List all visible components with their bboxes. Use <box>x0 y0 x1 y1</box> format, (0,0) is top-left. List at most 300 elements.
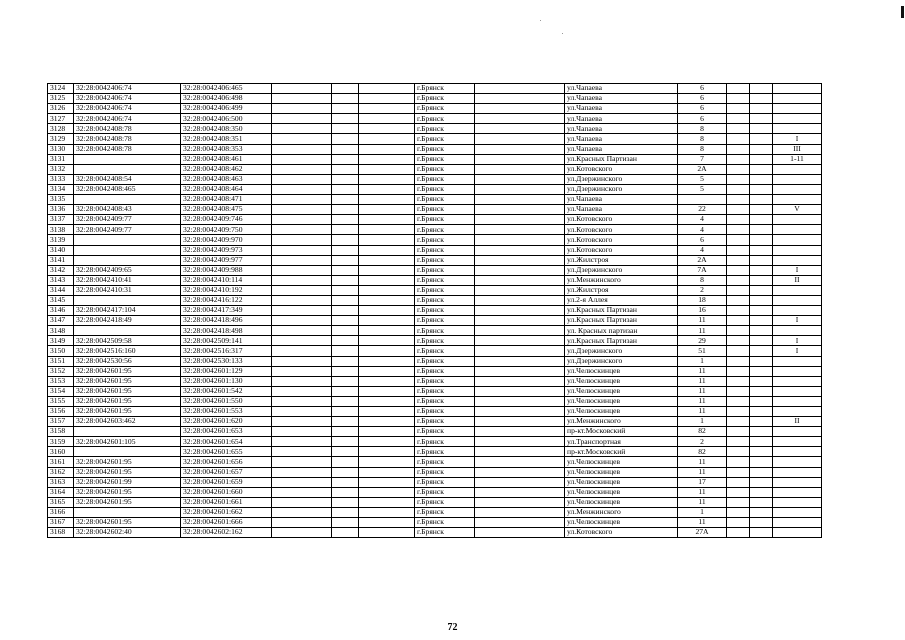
house-number-cell: 7А <box>678 265 727 275</box>
premises-number-cell <box>773 245 822 255</box>
house-number-cell: 5 <box>678 184 727 194</box>
object-cadastral-number-cell: 32:28:0042408:353 <box>181 144 272 154</box>
empty-cell <box>475 265 565 275</box>
object-cadastral-number-cell: 32:28:0042601:657 <box>181 467 272 477</box>
row-number-cell: 3160 <box>48 447 74 457</box>
empty-cell <box>272 366 332 376</box>
empty-cell <box>359 235 415 245</box>
empty-cell <box>750 114 773 124</box>
row-number-cell: 3168 <box>48 528 74 538</box>
empty-cell <box>475 225 565 235</box>
empty-cell <box>750 528 773 538</box>
object-cadastral-number-cell: 32:28:0042408:461 <box>181 154 272 164</box>
premises-number-cell <box>773 356 822 366</box>
street-cell: пр-кт.Московский <box>565 427 678 437</box>
row-number-cell: 3161 <box>48 457 74 467</box>
empty-cell <box>332 265 359 275</box>
house-number-cell: 17 <box>678 477 727 487</box>
row-number-cell: 3153 <box>48 376 74 386</box>
house-number-cell: 4 <box>678 225 727 235</box>
empty-cell <box>332 114 359 124</box>
empty-cell <box>750 134 773 144</box>
object-cadastral-number-cell: 32:28:0042410:114 <box>181 275 272 285</box>
table-row <box>48 104 822 114</box>
empty-cell <box>727 356 750 366</box>
parcel-cadastral-number-cell <box>74 326 181 336</box>
city-cell: г.Брянск <box>415 94 475 104</box>
empty-cell <box>750 497 773 507</box>
table-row <box>48 195 822 205</box>
row-number-cell: 3166 <box>48 507 74 517</box>
row-number-cell: 3164 <box>48 487 74 497</box>
parcel-cadastral-number-cell: 32:28:0042601:95 <box>74 467 181 477</box>
house-number-cell: 8 <box>678 144 727 154</box>
city-cell: г.Брянск <box>415 507 475 517</box>
empty-cell <box>475 457 565 467</box>
empty-cell <box>272 285 332 295</box>
city-cell: г.Брянск <box>415 467 475 477</box>
parcel-cadastral-number-cell: 32:28:0042408:54 <box>74 174 181 184</box>
premises-number-cell <box>773 427 822 437</box>
table-row <box>48 215 822 225</box>
empty-cell <box>727 184 750 194</box>
premises-number-cell: I <box>773 134 822 144</box>
empty-cell <box>359 316 415 326</box>
house-number-cell: 5 <box>678 174 727 184</box>
house-number-cell: 11 <box>678 316 727 326</box>
row-number-cell: 3128 <box>48 124 74 134</box>
city-cell: г.Брянск <box>415 326 475 336</box>
scan-speck <box>540 20 541 21</box>
row-number-cell: 3138 <box>48 225 74 235</box>
house-number-cell: 1 <box>678 507 727 517</box>
empty-cell <box>750 285 773 295</box>
city-cell: г.Брянск <box>415 417 475 427</box>
premises-number-cell <box>773 487 822 497</box>
parcel-cadastral-number-cell: 32:28:0042406:74 <box>74 84 181 94</box>
empty-cell <box>475 417 565 427</box>
street-cell: ул.Чапаева <box>565 195 678 205</box>
parcel-cadastral-number-cell: 32:28:0042601:95 <box>74 386 181 396</box>
parcel-cadastral-number-cell <box>74 164 181 174</box>
empty-cell <box>359 376 415 386</box>
house-number-cell <box>678 195 727 205</box>
empty-cell <box>359 144 415 154</box>
premises-number-cell <box>773 497 822 507</box>
empty-cell <box>332 467 359 477</box>
row-number-cell: 3126 <box>48 104 74 114</box>
object-cadastral-number-cell: 32:28:0042601:653 <box>181 427 272 437</box>
empty-cell <box>750 316 773 326</box>
city-cell: г.Брянск <box>415 447 475 457</box>
house-number-cell: 6 <box>678 94 727 104</box>
premises-number-cell: II <box>773 275 822 285</box>
empty-cell <box>332 336 359 346</box>
parcel-cadastral-number-cell <box>74 235 181 245</box>
street-cell: ул.Челюскинцев <box>565 518 678 528</box>
parcel-cadastral-number-cell: 32:28:0042601:95 <box>74 376 181 386</box>
table-row <box>48 507 822 517</box>
premises-number-cell <box>773 326 822 336</box>
city-cell: г.Брянск <box>415 124 475 134</box>
city-cell: г.Брянск <box>415 265 475 275</box>
premises-number-cell: I <box>773 265 822 275</box>
house-number-cell: 11 <box>678 518 727 528</box>
empty-cell <box>272 144 332 154</box>
object-cadastral-number-cell: 32:28:0042408:350 <box>181 124 272 134</box>
cadastral-register-table <box>47 83 822 538</box>
empty-cell <box>750 407 773 417</box>
parcel-cadastral-number-cell: 32:28:0042409:77 <box>74 215 181 225</box>
empty-cell <box>359 366 415 376</box>
row-number-cell: 3141 <box>48 255 74 265</box>
empty-cell <box>727 528 750 538</box>
empty-cell <box>727 386 750 396</box>
parcel-cadastral-number-cell: 32:28:0042409:77 <box>74 225 181 235</box>
row-number-cell: 3131 <box>48 154 74 164</box>
house-number-cell: 8 <box>678 124 727 134</box>
empty-cell <box>727 275 750 285</box>
empty-cell <box>475 94 565 104</box>
row-number-cell: 3142 <box>48 265 74 275</box>
house-number-cell: 2А <box>678 255 727 265</box>
row-number-cell: 3149 <box>48 336 74 346</box>
street-cell: ул.Красных Партизан <box>565 306 678 316</box>
page-number: 72 <box>447 622 458 633</box>
empty-cell <box>359 104 415 114</box>
empty-cell <box>475 184 565 194</box>
parcel-cadastral-number-cell: 32:28:0042406:74 <box>74 94 181 104</box>
table-row <box>48 265 822 275</box>
table-row <box>48 174 822 184</box>
street-cell: ул.Челюскинцев <box>565 467 678 477</box>
parcel-cadastral-number-cell <box>74 507 181 517</box>
empty-cell <box>475 205 565 215</box>
table-row <box>48 255 822 265</box>
city-cell: г.Брянск <box>415 195 475 205</box>
empty-cell <box>272 225 332 235</box>
city-cell: г.Брянск <box>415 346 475 356</box>
empty-cell <box>750 295 773 305</box>
empty-cell <box>727 427 750 437</box>
object-cadastral-number-cell: 32:28:0042601:666 <box>181 518 272 528</box>
empty-cell <box>332 366 359 376</box>
table-row <box>48 235 822 245</box>
premises-number-cell: I <box>773 346 822 356</box>
city-cell: г.Брянск <box>415 285 475 295</box>
table-row <box>48 225 822 235</box>
house-number-cell: 6 <box>678 114 727 124</box>
table-row <box>48 245 822 255</box>
empty-cell <box>272 417 332 427</box>
empty-cell <box>332 437 359 447</box>
street-cell: ул.Чапаева <box>565 104 678 114</box>
empty-cell <box>750 376 773 386</box>
street-cell: ул.Дзержинского <box>565 356 678 366</box>
empty-cell <box>475 235 565 245</box>
empty-cell <box>332 164 359 174</box>
row-number-cell: 3152 <box>48 366 74 376</box>
empty-cell <box>727 477 750 487</box>
empty-cell <box>475 104 565 114</box>
empty-cell <box>475 447 565 457</box>
empty-cell <box>475 144 565 154</box>
city-cell: г.Брянск <box>415 164 475 174</box>
row-number-cell: 3159 <box>48 437 74 447</box>
parcel-cadastral-number-cell: 32:28:0042408:78 <box>74 144 181 154</box>
row-number-cell: 3148 <box>48 326 74 336</box>
empty-cell <box>475 174 565 184</box>
premises-number-cell <box>773 396 822 406</box>
table-row <box>48 437 822 447</box>
empty-cell <box>750 154 773 164</box>
city-cell: г.Брянск <box>415 184 475 194</box>
empty-cell <box>750 94 773 104</box>
empty-cell <box>332 417 359 427</box>
street-cell: ул.Чапаева <box>565 205 678 215</box>
row-number-cell: 3158 <box>48 427 74 437</box>
empty-cell <box>332 285 359 295</box>
table-row <box>48 477 822 487</box>
table-row <box>48 285 822 295</box>
house-number-cell: 11 <box>678 326 727 336</box>
empty-cell <box>272 84 332 94</box>
empty-cell <box>750 265 773 275</box>
empty-cell <box>272 386 332 396</box>
empty-cell <box>272 528 332 538</box>
empty-cell <box>475 255 565 265</box>
object-cadastral-number-cell: 32:28:0042509:141 <box>181 336 272 346</box>
premises-number-cell <box>773 477 822 487</box>
table-row <box>48 326 822 336</box>
object-cadastral-number-cell: 32:28:0042406:498 <box>181 94 272 104</box>
street-cell: ул.Котовского <box>565 164 678 174</box>
table-row <box>48 124 822 134</box>
city-cell: г.Брянск <box>415 366 475 376</box>
house-number-cell: 6 <box>678 104 727 114</box>
parcel-cadastral-number-cell: 32:28:0042408:465 <box>74 184 181 194</box>
empty-cell <box>359 467 415 477</box>
empty-cell <box>332 255 359 265</box>
city-cell: г.Брянск <box>415 84 475 94</box>
city-cell: г.Брянск <box>415 518 475 528</box>
empty-cell <box>750 457 773 467</box>
empty-cell <box>727 407 750 417</box>
street-cell: ул.Чапаева <box>565 124 678 134</box>
empty-cell <box>359 487 415 497</box>
empty-cell <box>359 124 415 134</box>
empty-cell <box>727 518 750 528</box>
empty-cell <box>272 265 332 275</box>
city-cell: г.Брянск <box>415 336 475 346</box>
empty-cell <box>475 316 565 326</box>
premises-number-cell <box>773 306 822 316</box>
city-cell: г.Брянск <box>415 174 475 184</box>
table-row <box>48 467 822 477</box>
object-cadastral-number-cell: 32:28:0042408:471 <box>181 195 272 205</box>
city-cell: г.Брянск <box>415 215 475 225</box>
empty-cell <box>332 205 359 215</box>
street-cell: пр-кт.Московский <box>565 447 678 457</box>
city-cell: г.Брянск <box>415 306 475 316</box>
object-cadastral-number-cell: 32:28:0042409:973 <box>181 245 272 255</box>
premises-number-cell <box>773 457 822 467</box>
row-number-cell: 3156 <box>48 407 74 417</box>
empty-cell <box>475 497 565 507</box>
street-cell: ул. Красных партизан <box>565 326 678 336</box>
empty-cell <box>750 225 773 235</box>
table-row <box>48 407 822 417</box>
empty-cell <box>475 84 565 94</box>
city-cell: г.Брянск <box>415 316 475 326</box>
street-cell: ул.Дзержинского <box>565 184 678 194</box>
empty-cell <box>359 174 415 184</box>
street-cell: ул.Челюскинцев <box>565 487 678 497</box>
street-cell: ул.Котовского <box>565 245 678 255</box>
empty-cell <box>750 235 773 245</box>
row-number-cell: 3133 <box>48 174 74 184</box>
empty-cell <box>332 225 359 235</box>
empty-cell <box>727 245 750 255</box>
premises-number-cell <box>773 104 822 114</box>
city-cell: г.Брянск <box>415 144 475 154</box>
object-cadastral-number-cell: 32:28:0042406:500 <box>181 114 272 124</box>
empty-cell <box>727 114 750 124</box>
premises-number-cell <box>773 447 822 457</box>
house-number-cell: 11 <box>678 386 727 396</box>
table-row <box>48 518 822 528</box>
premises-number-cell <box>773 195 822 205</box>
empty-cell <box>359 497 415 507</box>
city-cell: г.Брянск <box>415 235 475 245</box>
empty-cell <box>332 487 359 497</box>
parcel-cadastral-number-cell: 32:28:0042406:74 <box>74 114 181 124</box>
premises-number-cell <box>773 386 822 396</box>
object-cadastral-number-cell: 32:28:0042418:498 <box>181 326 272 336</box>
object-cadastral-number-cell: 32:28:0042601:542 <box>181 386 272 396</box>
empty-cell <box>359 94 415 104</box>
empty-cell <box>332 528 359 538</box>
parcel-cadastral-number-cell: 32:28:0042408:43 <box>74 205 181 215</box>
street-cell: ул.Красных Партизан <box>565 316 678 326</box>
empty-cell <box>359 154 415 164</box>
house-number-cell: 11 <box>678 457 727 467</box>
street-cell: ул.Челюскинцев <box>565 477 678 487</box>
premises-number-cell: I <box>773 316 822 326</box>
house-number-cell: 22 <box>678 205 727 215</box>
object-cadastral-number-cell: 32:28:0042516:317 <box>181 346 272 356</box>
parcel-cadastral-number-cell: 32:28:0042409:65 <box>74 265 181 275</box>
empty-cell <box>727 396 750 406</box>
empty-cell <box>359 306 415 316</box>
street-cell: ул.Транспортная <box>565 437 678 447</box>
empty-cell <box>272 205 332 215</box>
scan-speck <box>562 33 563 34</box>
premises-number-cell <box>773 437 822 447</box>
house-number-cell: 11 <box>678 407 727 417</box>
parcel-cadastral-number-cell: 32:28:0042602:40 <box>74 528 181 538</box>
table-row <box>48 295 822 305</box>
street-cell: ул.Дзержинского <box>565 346 678 356</box>
object-cadastral-number-cell: 32:28:0042601:661 <box>181 497 272 507</box>
empty-cell <box>475 295 565 305</box>
parcel-cadastral-number-cell: 32:28:0042516:160 <box>74 346 181 356</box>
empty-cell <box>272 164 332 174</box>
empty-cell <box>727 437 750 447</box>
premises-number-cell: III <box>773 144 822 154</box>
empty-cell <box>750 396 773 406</box>
house-number-cell: 6 <box>678 84 727 94</box>
empty-cell <box>359 437 415 447</box>
table-row <box>48 497 822 507</box>
premises-number-cell <box>773 184 822 194</box>
empty-cell <box>272 154 332 164</box>
empty-cell <box>332 497 359 507</box>
city-cell: г.Брянск <box>415 205 475 215</box>
row-number-cell: 3163 <box>48 477 74 487</box>
empty-cell <box>750 336 773 346</box>
empty-cell <box>727 507 750 517</box>
empty-cell <box>332 396 359 406</box>
premises-number-cell: V <box>773 205 822 215</box>
parcel-cadastral-number-cell: 32:28:0042601:95 <box>74 407 181 417</box>
row-number-cell: 3125 <box>48 94 74 104</box>
empty-cell <box>750 427 773 437</box>
parcel-cadastral-number-cell: 32:28:0042408:78 <box>74 124 181 134</box>
empty-cell <box>750 174 773 184</box>
object-cadastral-number-cell: 32:28:0042601:550 <box>181 396 272 406</box>
empty-cell <box>475 326 565 336</box>
house-number-cell: 11 <box>678 366 727 376</box>
empty-cell <box>750 447 773 457</box>
empty-cell <box>332 245 359 255</box>
parcel-cadastral-number-cell <box>74 447 181 457</box>
empty-cell <box>475 376 565 386</box>
city-cell: г.Брянск <box>415 528 475 538</box>
parcel-cadastral-number-cell: 32:28:0042417:104 <box>74 306 181 316</box>
table-row <box>48 376 822 386</box>
city-cell: г.Брянск <box>415 255 475 265</box>
empty-cell <box>332 447 359 457</box>
house-number-cell: 7 <box>678 154 727 164</box>
house-number-cell: 82 <box>678 427 727 437</box>
street-cell: ул.Котовского <box>565 215 678 225</box>
street-cell: ул.2-я Аллея <box>565 295 678 305</box>
object-cadastral-number-cell: 32:28:0042601:620 <box>181 417 272 427</box>
empty-cell <box>475 245 565 255</box>
premises-number-cell <box>773 285 822 295</box>
empty-cell <box>727 134 750 144</box>
object-cadastral-number-cell: 32:28:0042602:162 <box>181 528 272 538</box>
empty-cell <box>750 507 773 517</box>
empty-cell <box>359 407 415 417</box>
empty-cell <box>727 376 750 386</box>
row-number-cell: 3162 <box>48 467 74 477</box>
empty-cell <box>272 295 332 305</box>
empty-cell <box>272 457 332 467</box>
empty-cell <box>475 477 565 487</box>
empty-cell <box>359 245 415 255</box>
street-cell: ул.Менжинского <box>565 275 678 285</box>
row-number-cell: 3157 <box>48 417 74 427</box>
empty-cell <box>727 306 750 316</box>
empty-cell <box>332 84 359 94</box>
table-row <box>48 336 822 346</box>
empty-cell <box>750 184 773 194</box>
empty-cell <box>359 346 415 356</box>
empty-cell <box>332 407 359 417</box>
empty-cell <box>750 144 773 154</box>
